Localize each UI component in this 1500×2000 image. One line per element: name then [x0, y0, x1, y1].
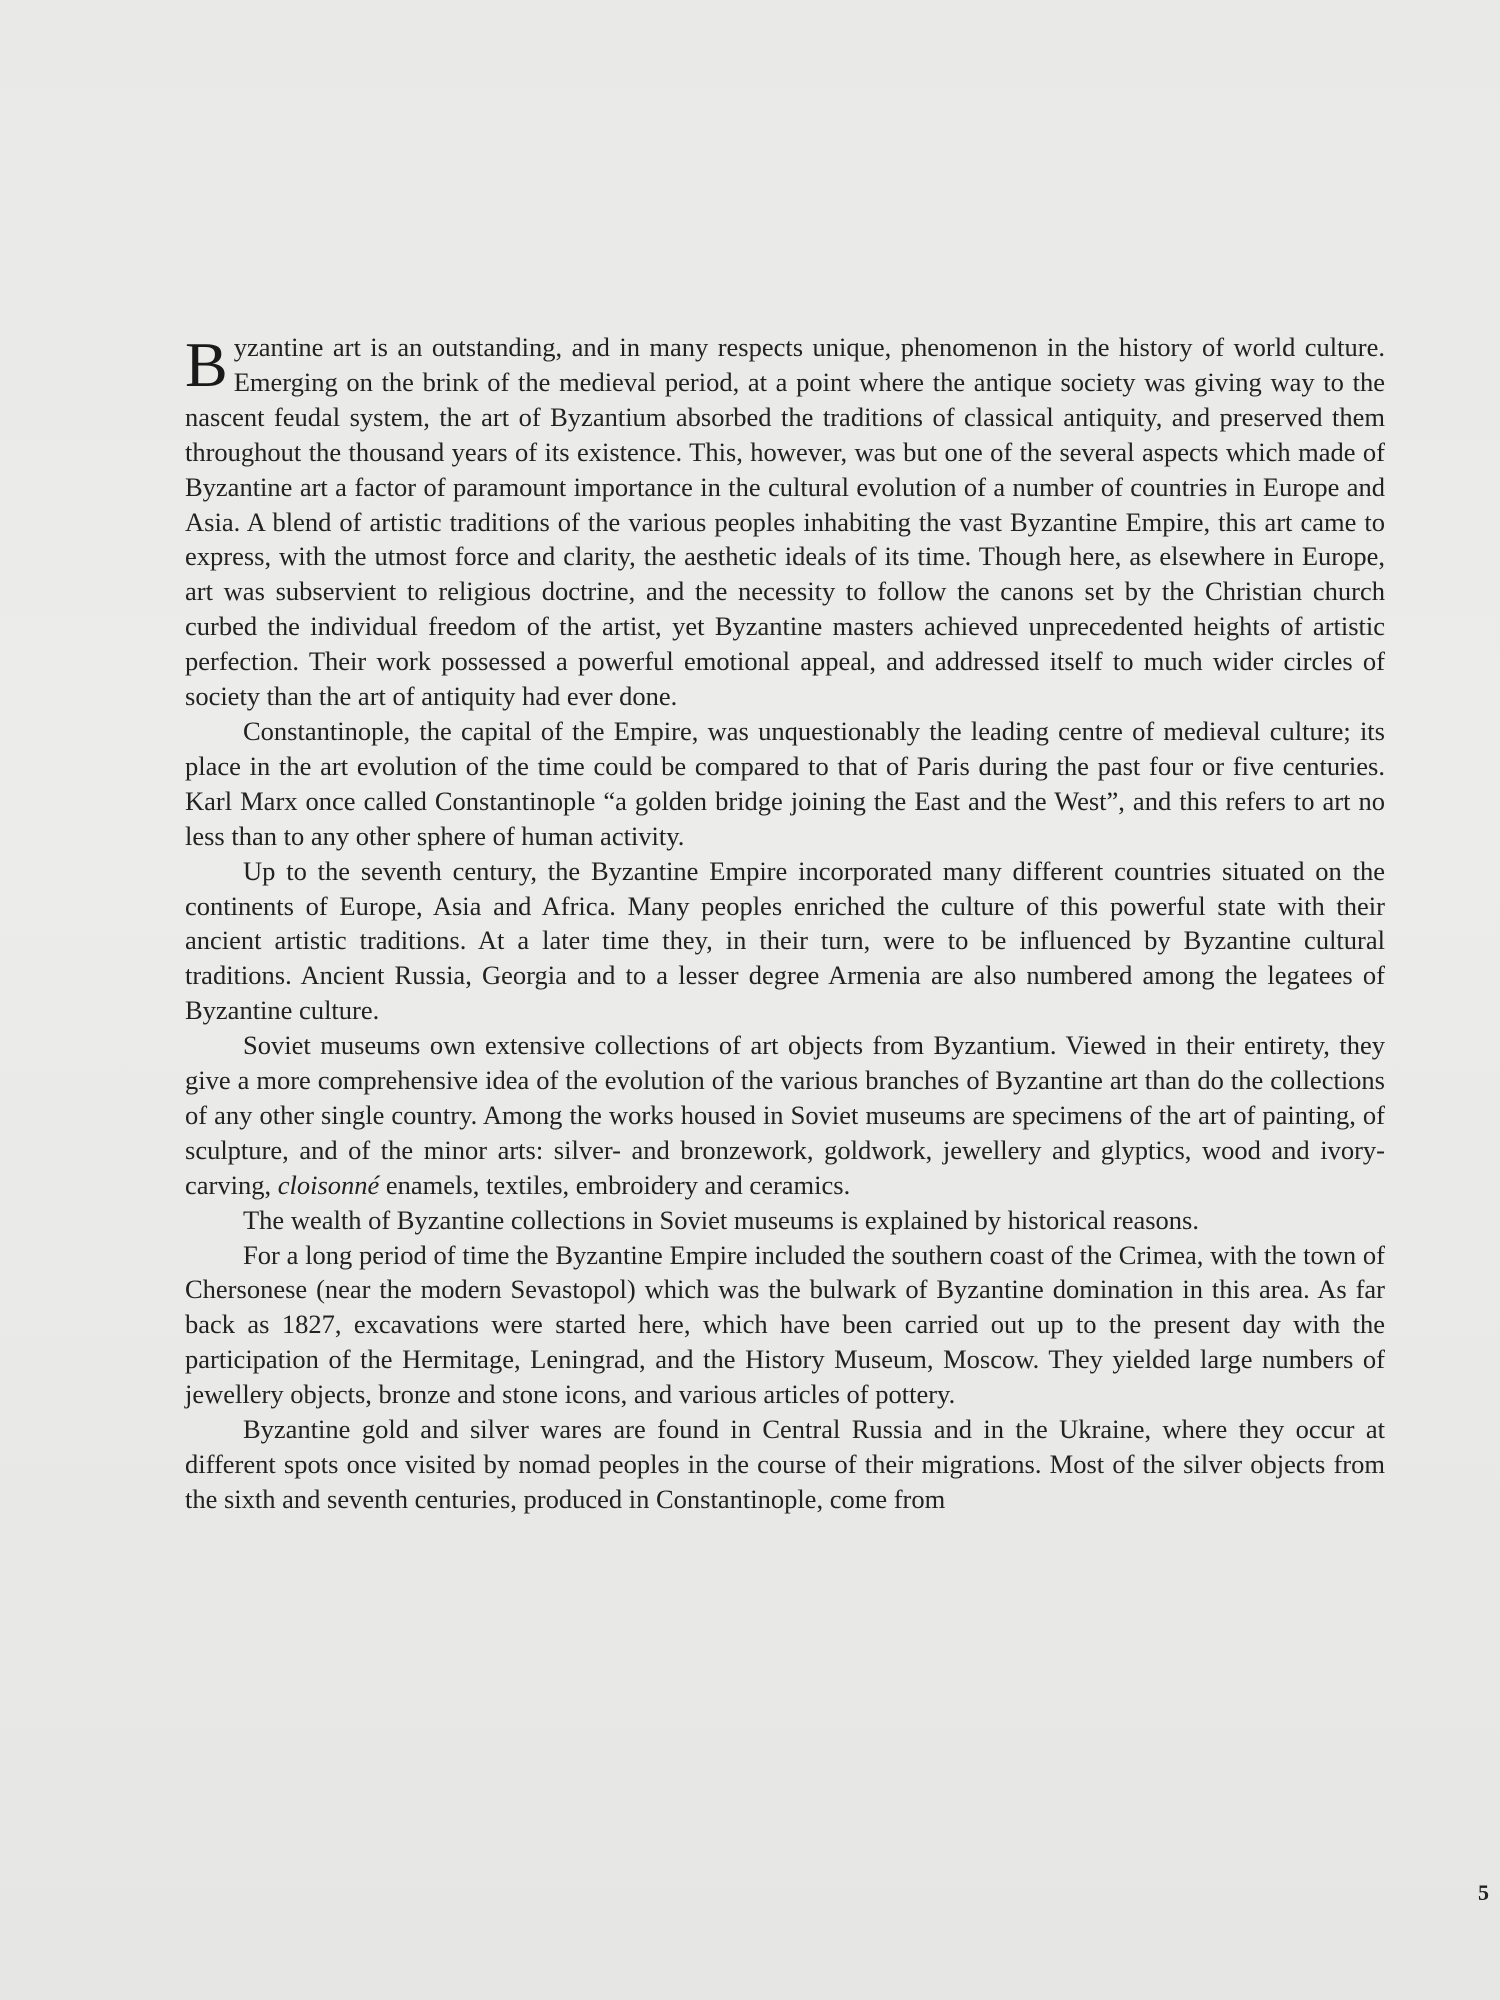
cloisonne-term: cloisonné: [277, 1169, 380, 1200]
page-number: 5: [1478, 1880, 1489, 1905]
paragraph-7: Byzantine gold and silver wares are found in Central Russia and in the Ukraine, where they occur at different spots once visited by nomad peoples in the course of their migrations. Most of the silver objects from the sixth and seventh centuries, produced in Constantinople, come from: [185, 1414, 1385, 1514]
paragraph-1: [185, 330, 1385, 714]
paragraph-1-text: yzantine art is an outstanding, and in many respects unique, phenomenon in the history of world culture. Emerging on the brink of the medieval period, at a point where the antique society was giving way to the nascent feudal system, the art of Byzantium absorbed the traditions of classical antiquity, and preserved them throughout the thousand years of its existence. This, however, was but one of the several aspects which made of Byzantine art a factor of paramount importance in the cultural evolution of a number of countries in Europe and Asia. A blend of artistic traditions of the various peoples inhabiting the vast Byzantine Empire, this art came to express, with the utmost force and clarity, the aesthetic ideals of its time. Though here, as elsewhere in Europe, art was subservient to religious doctrine, and the necessity to follow the canons set by the Christian church curbed the individual freedom of the artist, yet Byzantine masters achieved unprecedented heights of artistic perfection. Their work possessed a powerful emotional appeal, and addressed itself to much wider circles of society than the art of antiquity had ever done.: [185, 332, 1385, 712]
paragraph-4: [185, 1028, 1385, 1203]
paragraph-3: Up to the seventh century, the Byzantine Empire incorporated many different countries situated on the continents of Europe, Asia and Africa. Many peoples enriched the culture of this powerful state with their ancient artistic traditions. At a later time they, in their turn, were to be influenced by Byzantine cultural traditions. Ancient Russia, Georgia and to a lesser degree Armenia are also numbered among the legatees of Byzantine culture.: [185, 855, 1385, 1026]
paragraph-4-text-start: Soviet museums own extensive collections of art objects from Byzantium. Viewed in their entirety, they give a more comprehensive idea of the evolution of the various branches of Byzantine art than do the collections of any other single country. Among the works housed in Soviet museums are specimens of the art of painting, of sculpture, and of the minor arts: silver- and bronzework, goldwork, jewellery and glyptics, wood and ivory-carving,: [185, 1030, 1385, 1200]
article-body: [185, 330, 1385, 1517]
paragraph-6: For a long period of time the Byzantine Empire included the southern coast of the Crimea, with the town of Chersonese (near the modern Sevastopol) which was the bulwark of Byzantine domination in this area. As far back as 1827, excavations were started here, which have been carried out up to the present day with the participation of the Hermitage, Leningrad, and the History Museum, Moscow. They yielded large numbers of jewellery objects, bronze and stone icons, and various articles of pottery.: [185, 1239, 1385, 1410]
paragraph-4-text-end: enamels, textiles, embroidery and ceramics.: [379, 1169, 851, 1200]
drop-cap: B: [185, 329, 228, 400]
paragraph-5: The wealth of Byzantine collections in Soviet museums is explained by historical reasons.: [243, 1204, 1199, 1235]
paragraph-2: Constantinople, the capital of the Empire, was unquestionably the leading centre of medieval culture; its place in the art evolution of the time could be compared to that of Paris during the past four or five centuries. Karl Marx once called Constantinople “a golden bridge joining the East and the West”, and this refers to art no less than to any other sphere of human activity.: [185, 715, 1385, 851]
